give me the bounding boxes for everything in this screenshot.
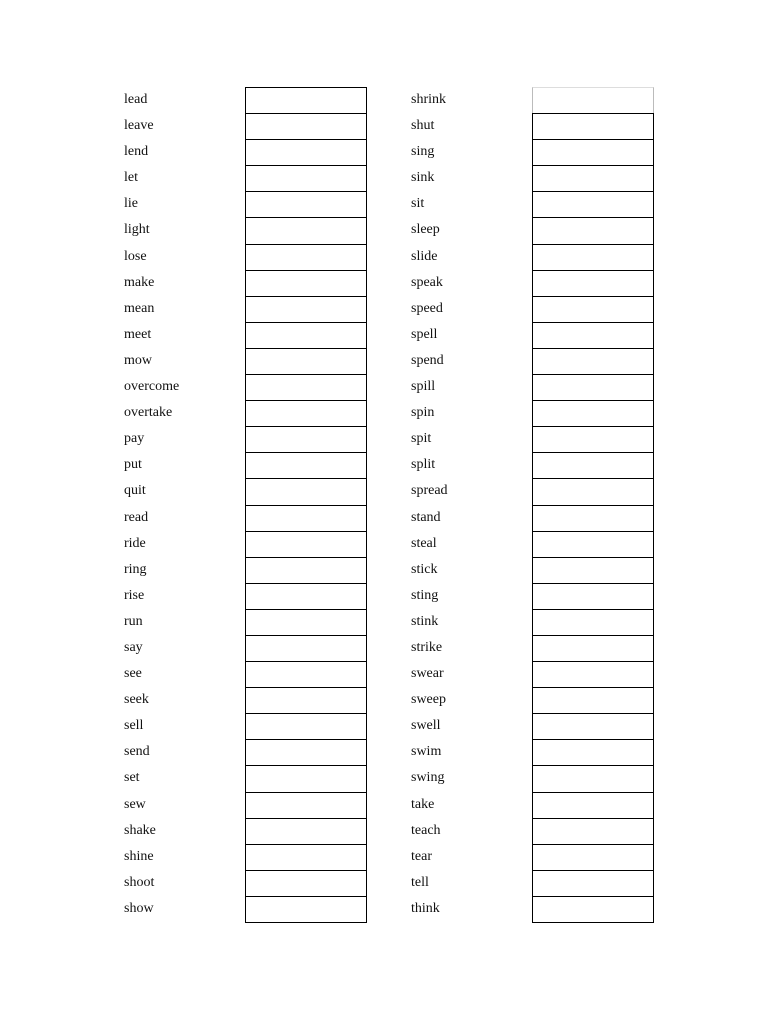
verb-label: swing xyxy=(411,770,445,786)
answer-field[interactable] xyxy=(532,870,654,896)
word-row xyxy=(124,635,369,661)
verb-label: rise xyxy=(124,587,145,603)
word-row xyxy=(411,739,656,765)
verb-label: swear xyxy=(411,666,444,682)
answer-field[interactable] xyxy=(245,452,367,478)
word-row xyxy=(124,739,369,765)
verb-label: spill xyxy=(411,379,436,395)
verb-label: pay xyxy=(124,431,145,447)
verb-label: lie xyxy=(124,196,138,212)
verb-label: tear xyxy=(411,848,432,864)
verb-label: swell xyxy=(411,718,441,734)
word-row xyxy=(124,322,369,348)
verb-label: split xyxy=(411,457,436,473)
answer-field[interactable] xyxy=(532,818,654,844)
word-row xyxy=(411,844,656,870)
word-row xyxy=(124,792,369,818)
verb-label: spin xyxy=(411,405,435,421)
answer-field[interactable] xyxy=(532,244,654,270)
word-row xyxy=(124,765,369,791)
answer-field[interactable] xyxy=(245,739,367,765)
answer-field[interactable] xyxy=(532,113,654,139)
word-row xyxy=(411,452,656,478)
answer-field[interactable] xyxy=(245,661,367,687)
verb-label: light xyxy=(124,222,150,238)
answer-field[interactable] xyxy=(532,844,654,870)
verb-label: steal xyxy=(411,535,437,551)
answer-field[interactable] xyxy=(245,531,367,557)
word-row xyxy=(124,609,369,635)
verb-label: send xyxy=(124,744,150,760)
word-row xyxy=(124,818,369,844)
answer-field[interactable] xyxy=(245,557,367,583)
word-row xyxy=(411,191,656,217)
verb-label: put xyxy=(124,457,142,473)
answer-field[interactable] xyxy=(532,296,654,322)
word-row xyxy=(124,270,369,296)
verb-label: lose xyxy=(124,248,147,264)
answer-field[interactable] xyxy=(245,165,367,191)
word-row xyxy=(411,765,656,791)
verb-label: spread xyxy=(411,483,448,499)
verb-label: spell xyxy=(411,326,438,342)
word-row xyxy=(124,296,369,322)
verb-label: quit xyxy=(124,483,146,499)
word-row xyxy=(411,87,656,113)
answer-field[interactable] xyxy=(245,792,367,818)
verb-label: overcome xyxy=(124,379,180,395)
word-row xyxy=(411,374,656,400)
answer-field[interactable] xyxy=(532,661,654,687)
verb-label: sweep xyxy=(411,692,446,708)
verb-label: tell xyxy=(411,874,429,890)
word-row xyxy=(411,505,656,531)
answer-field[interactable] xyxy=(532,478,654,504)
word-row xyxy=(411,661,656,687)
verb-label: shine xyxy=(124,848,154,864)
word-row xyxy=(411,322,656,348)
answer-field[interactable] xyxy=(245,191,367,217)
verb-label: ring xyxy=(124,561,147,577)
word-row xyxy=(411,296,656,322)
verb-label: seek xyxy=(124,692,149,708)
verb-label: sleep xyxy=(411,222,440,238)
verb-label: swim xyxy=(411,744,442,760)
word-row xyxy=(124,583,369,609)
answer-field[interactable] xyxy=(532,765,654,791)
word-row xyxy=(124,661,369,687)
answer-field[interactable] xyxy=(245,348,367,374)
answer-field[interactable] xyxy=(245,374,367,400)
word-row xyxy=(411,635,656,661)
word-row xyxy=(124,217,369,243)
verb-label: shoot xyxy=(124,874,155,890)
answer-field[interactable] xyxy=(532,217,654,243)
verb-label: strike xyxy=(411,639,443,655)
answer-field[interactable] xyxy=(532,322,654,348)
answer-field[interactable] xyxy=(245,583,367,609)
answer-field[interactable] xyxy=(532,531,654,557)
verb-label: say xyxy=(124,639,143,655)
answer-field[interactable] xyxy=(245,296,367,322)
answer-field[interactable] xyxy=(245,818,367,844)
left-word-column xyxy=(124,87,369,922)
word-row xyxy=(124,478,369,504)
answer-field[interactable] xyxy=(532,583,654,609)
word-row xyxy=(411,531,656,557)
answer-field[interactable] xyxy=(245,426,367,452)
answer-field[interactable] xyxy=(245,217,367,243)
verb-label: see xyxy=(124,666,142,682)
answer-field[interactable] xyxy=(532,191,654,217)
verb-label: meet xyxy=(124,326,152,342)
verb-label: sting xyxy=(411,587,439,603)
verb-label: think xyxy=(411,900,440,916)
answer-field[interactable] xyxy=(532,87,654,113)
word-row xyxy=(124,374,369,400)
word-row xyxy=(411,400,656,426)
verb-label: teach xyxy=(411,822,441,838)
verb-label: shake xyxy=(124,822,156,838)
answer-field[interactable] xyxy=(245,478,367,504)
right-word-column xyxy=(411,87,656,922)
answer-field[interactable] xyxy=(532,609,654,635)
word-row xyxy=(411,713,656,739)
word-row xyxy=(411,426,656,452)
word-row xyxy=(411,113,656,139)
verb-label: make xyxy=(124,274,155,290)
word-row xyxy=(124,191,369,217)
answer-field[interactable] xyxy=(245,609,367,635)
word-row xyxy=(124,400,369,426)
word-row xyxy=(124,244,369,270)
answer-field[interactable] xyxy=(532,739,654,765)
answer-field[interactable] xyxy=(245,400,367,426)
answer-field[interactable] xyxy=(532,713,654,739)
word-row xyxy=(124,426,369,452)
word-row xyxy=(411,896,656,922)
answer-field[interactable] xyxy=(532,348,654,374)
word-row xyxy=(124,452,369,478)
answer-field[interactable] xyxy=(532,505,654,531)
verb-label: take xyxy=(411,796,435,812)
verb-label: sew xyxy=(124,796,146,812)
word-row xyxy=(124,139,369,165)
word-row xyxy=(124,870,369,896)
word-row xyxy=(411,244,656,270)
word-row xyxy=(124,87,369,113)
answer-field[interactable] xyxy=(245,322,367,348)
verb-label: speak xyxy=(411,274,443,290)
verb-label: shrink xyxy=(411,92,446,107)
answer-field[interactable] xyxy=(532,792,654,818)
answer-field[interactable] xyxy=(532,426,654,452)
answer-field[interactable] xyxy=(532,635,654,661)
verb-label: read xyxy=(124,509,149,525)
verb-label: leave xyxy=(124,118,154,134)
word-row xyxy=(411,478,656,504)
word-row xyxy=(124,896,369,922)
answer-field[interactable] xyxy=(532,270,654,296)
verb-label: run xyxy=(124,613,143,629)
answer-field[interactable] xyxy=(245,505,367,531)
verb-label: spend xyxy=(411,352,444,368)
verb-label: lead xyxy=(124,92,148,107)
word-row xyxy=(411,870,656,896)
verb-label: sit xyxy=(411,196,425,212)
verb-label: stink xyxy=(411,613,439,629)
answer-field[interactable] xyxy=(532,687,654,713)
verb-label: let xyxy=(124,170,138,186)
word-row xyxy=(411,687,656,713)
answer-field[interactable] xyxy=(532,139,654,165)
answer-field[interactable] xyxy=(532,400,654,426)
verb-label: sell xyxy=(124,718,144,734)
answer-field[interactable] xyxy=(245,713,367,739)
verb-label: stand xyxy=(411,509,441,525)
word-row xyxy=(124,505,369,531)
word-row xyxy=(124,687,369,713)
answer-field[interactable] xyxy=(245,270,367,296)
answer-field[interactable] xyxy=(245,635,367,661)
word-row xyxy=(411,270,656,296)
word-row xyxy=(411,557,656,583)
verb-label: slide xyxy=(411,248,438,264)
answer-field[interactable] xyxy=(245,139,367,165)
verb-label: mow xyxy=(124,352,152,368)
verb-label: stick xyxy=(411,561,438,577)
answer-field[interactable] xyxy=(532,896,654,923)
answer-field[interactable] xyxy=(532,557,654,583)
word-row xyxy=(124,531,369,557)
answer-field[interactable] xyxy=(245,687,367,713)
word-row xyxy=(124,165,369,191)
verb-label: overtake xyxy=(124,405,173,421)
verb-label: mean xyxy=(124,300,155,316)
answer-field[interactable] xyxy=(245,113,367,139)
verb-label: show xyxy=(124,900,154,916)
word-row xyxy=(411,139,656,165)
word-row xyxy=(124,557,369,583)
verb-label: lend xyxy=(124,144,149,160)
verb-label: speed xyxy=(411,300,443,316)
answer-field[interactable] xyxy=(245,765,367,791)
word-row xyxy=(411,792,656,818)
verb-label: set xyxy=(124,770,140,786)
word-row xyxy=(411,348,656,374)
word-row xyxy=(411,609,656,635)
word-row xyxy=(124,113,369,139)
verb-label: spit xyxy=(411,431,432,447)
word-row xyxy=(411,165,656,191)
verb-label: ride xyxy=(124,535,146,551)
answer-field[interactable] xyxy=(245,844,367,870)
answer-field[interactable] xyxy=(532,374,654,400)
word-row xyxy=(411,217,656,243)
word-row xyxy=(124,713,369,739)
answer-field[interactable] xyxy=(245,870,367,896)
word-row xyxy=(411,583,656,609)
word-row xyxy=(411,818,656,844)
answer-field[interactable] xyxy=(532,165,654,191)
verb-label: sink xyxy=(411,170,435,186)
verb-label: shut xyxy=(411,118,435,134)
word-row xyxy=(124,348,369,374)
verb-label: sing xyxy=(411,144,435,160)
answer-field[interactable] xyxy=(245,896,367,923)
answer-field[interactable] xyxy=(532,452,654,478)
answer-field[interactable] xyxy=(245,87,367,113)
word-row xyxy=(124,844,369,870)
answer-field[interactable] xyxy=(245,244,367,270)
